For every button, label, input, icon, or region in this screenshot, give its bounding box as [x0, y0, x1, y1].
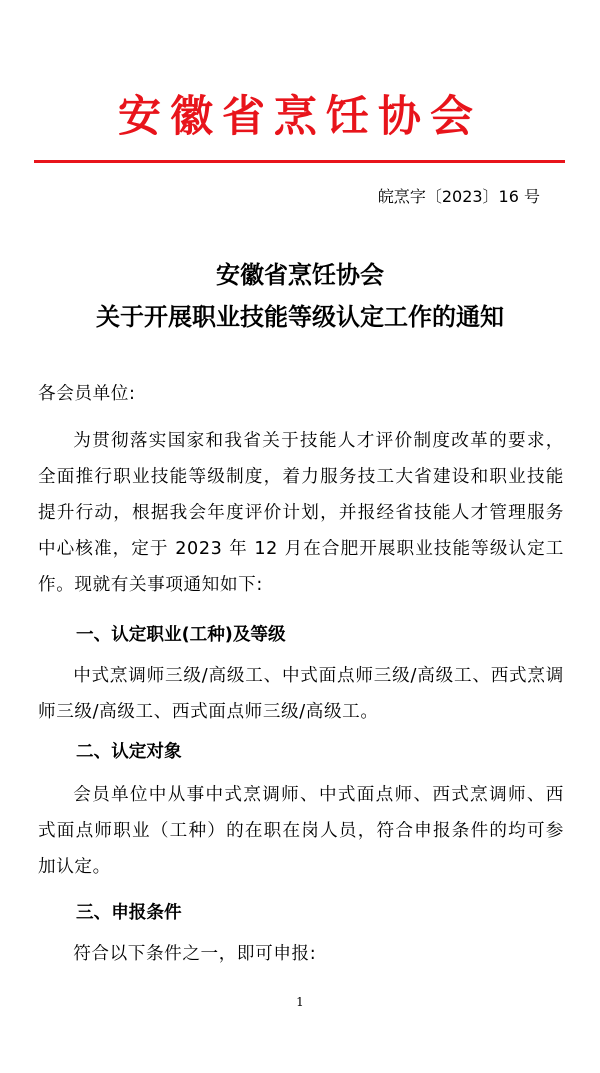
section-3-paragraph: 符合以下条件之一，即可申报: — [73, 944, 317, 964]
salutation: 各会员单位: — [38, 384, 136, 404]
section-2-paragraph: 会员单位中从事中式烹调师、中式面点师、西式烹调师、西式面点师职业（工种）的在职在岗人员，符合申报条件的均可参加认定。 — [38, 785, 564, 877]
document-title-line1: 安徽省烹饪协会 — [216, 260, 384, 289]
org-masthead: 安徽省烹饪协会 — [118, 92, 482, 142]
intro-paragraph: 为贯彻落实国家和我省关于技能人才评价制度改革的要求，全面推行职业技能等级制度，着力服务技工大省建设和职业技能提升行动，根据我会年度评价计划，并报经省技能人才管理服务中心核准，定于 2023 年 12 月在合肥开展职业技能等级认定工作。现就有关事项通知如下: — [38, 431, 564, 595]
page-number: 1 — [296, 995, 304, 1009]
section-heading-3: 三、申报条件 — [76, 903, 182, 923]
document-number: 皖烹字〔2023〕16 号 — [377, 187, 540, 206]
section-1-paragraph: 中式烹调师三级/高级工、中式面点师三级/高级工、西式烹调师三级/高级工、西式面点师三级/高级工。 — [38, 666, 564, 722]
section-heading-1: 一、认定职业(工种)及等级 — [76, 625, 286, 645]
section-heading-2: 二、认定对象 — [76, 742, 182, 762]
document-title-line2: 关于开展职业技能等级认定工作的通知 — [96, 302, 504, 331]
red-divider-line — [34, 160, 565, 163]
